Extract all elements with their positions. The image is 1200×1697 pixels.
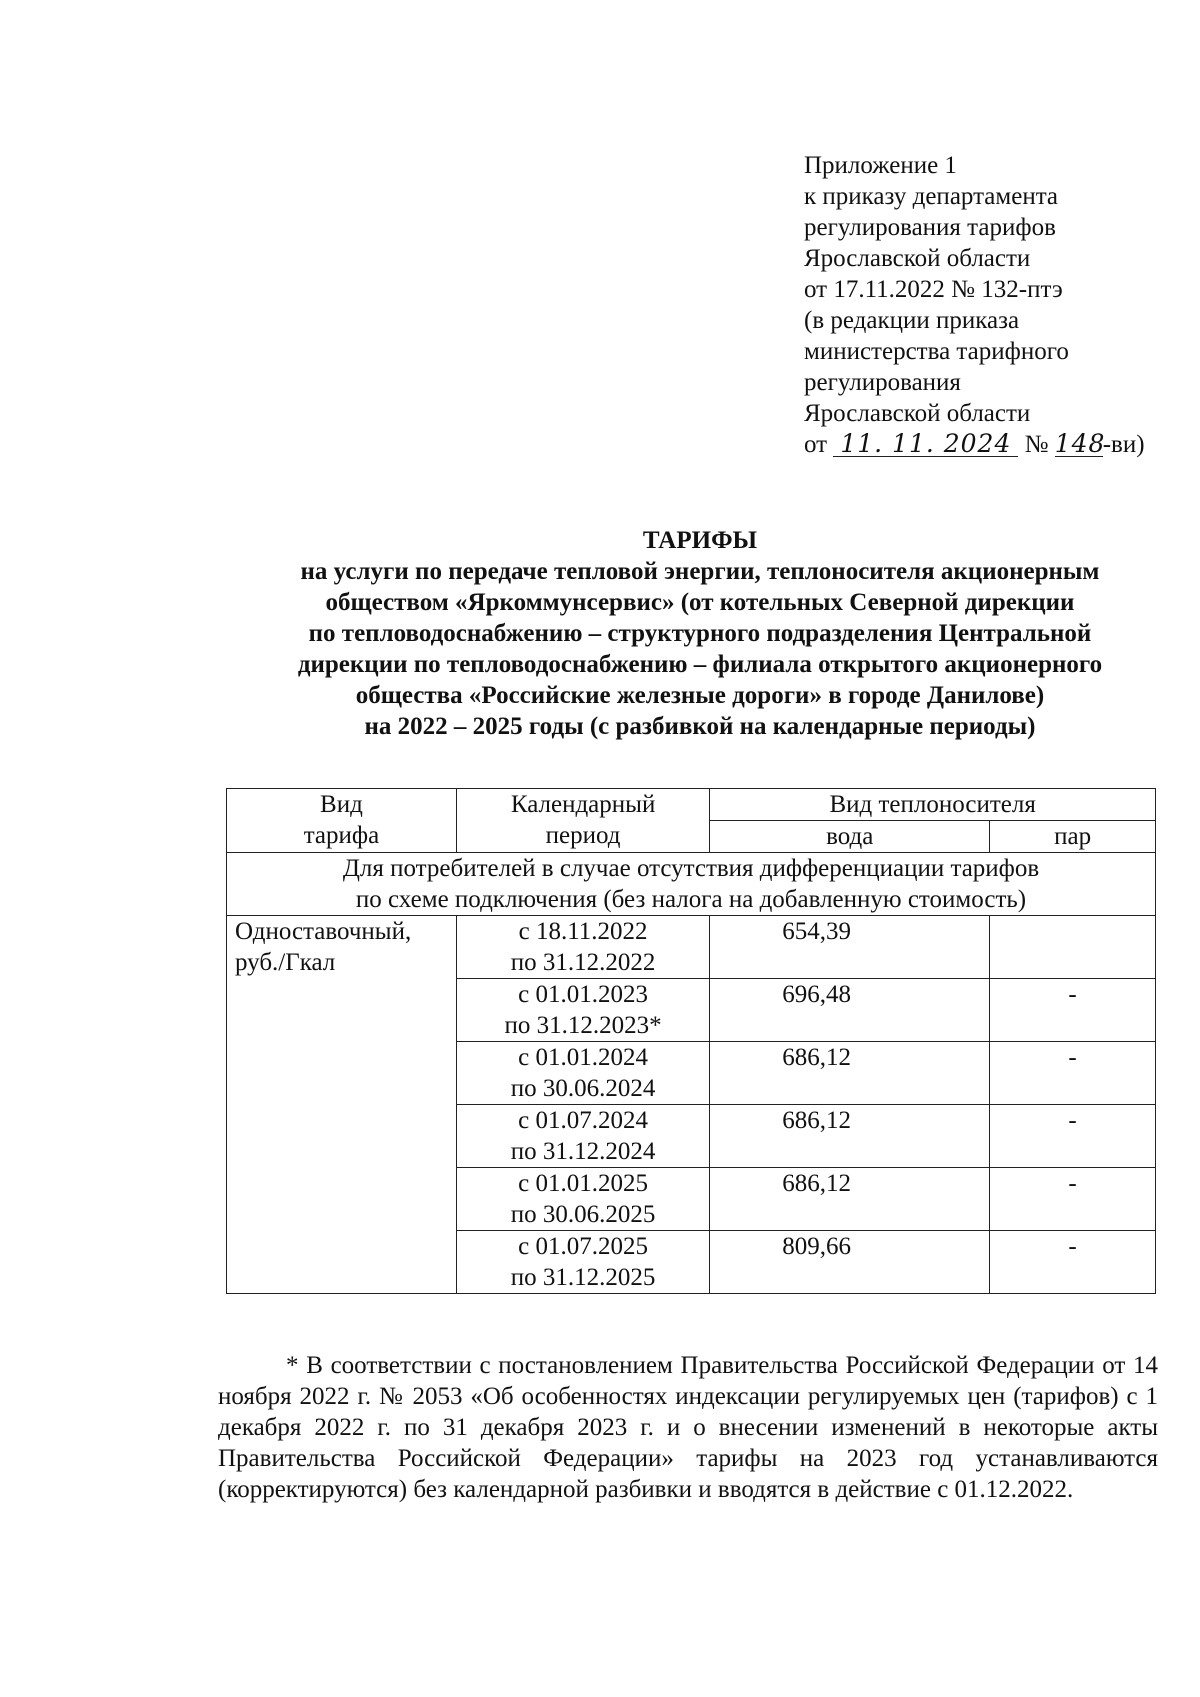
title-line: по тепловодоснабжению – структурного подразделения Центральной	[308, 620, 1092, 647]
title-line: обществом «Яркоммунсервис» (от котельных Северной дирекции	[325, 589, 1075, 616]
header-period-line: Календарный	[510, 791, 656, 818]
steam-value: -	[990, 1105, 1156, 1168]
period-from: с 01.01.2023	[518, 981, 649, 1008]
title-line: дирекции по тепловодоснабжению – филиала открытого акционерного	[297, 651, 1103, 678]
period-to: по 31.12.2025	[510, 1264, 656, 1291]
section-line: Для потребителей в случае отсутствия дифференциации тарифов	[342, 855, 1040, 882]
period-from: с 01.07.2024	[518, 1107, 649, 1134]
steam-value: -	[990, 979, 1156, 1042]
steam-value: -	[990, 1168, 1156, 1231]
water-value: 696,48	[710, 979, 990, 1042]
header-carrier: Вид теплоносителя	[710, 789, 1156, 821]
section-row	[227, 853, 1156, 916]
footnote	[218, 1350, 1158, 1505]
period-from: с 18.11.2022	[518, 918, 648, 945]
annex-line: регулирования	[804, 369, 961, 396]
section-caption	[227, 853, 1156, 916]
title-line: на услуги по передаче тепловой энергии, теплоносителя акционерным	[300, 558, 1100, 585]
tariff-type-line: руб./Гкал	[235, 949, 336, 976]
annex-line: Приложение 1	[804, 152, 957, 179]
number-sign: №	[1024, 431, 1049, 458]
water-value: 809,66	[710, 1231, 990, 1294]
period-to: по 30.06.2024	[510, 1075, 656, 1102]
steam-value	[990, 916, 1156, 979]
water-value: 654,39	[710, 916, 990, 979]
tariff-table	[226, 788, 1156, 1294]
title-heading: ТАРИФЫ	[642, 527, 758, 554]
annex-prefix: от	[804, 431, 828, 458]
annex-line: Ярославской области	[804, 245, 1031, 272]
period-from: с 01.01.2024	[518, 1044, 649, 1071]
period-cell	[456, 979, 709, 1042]
annex-block	[804, 150, 1145, 460]
header-type-line: тарифа	[303, 822, 380, 849]
title-line: на 2022 – 2025 годы (с разбивкой на календарные периоды)	[364, 713, 1036, 740]
period-from: с 01.07.2025	[518, 1233, 649, 1260]
header-water: вода	[710, 821, 990, 853]
annex-line: от 17.11.2022 № 132-птэ	[804, 276, 1063, 303]
title-line: общества «Российские железные дороги» в городе Данилове)	[355, 682, 1045, 709]
header-period-line: период	[545, 822, 621, 849]
water-value: 686,12	[710, 1105, 990, 1168]
table-header-row	[227, 789, 1156, 821]
table-row	[227, 916, 1156, 979]
header-type-line: Вид	[320, 791, 363, 818]
water-value: 686,12	[710, 1168, 990, 1231]
handwritten-date: 11. 11. 2024	[833, 432, 1018, 457]
period-to: по 31.12.2022	[510, 949, 656, 976]
handwritten-number: 148	[1054, 429, 1106, 458]
footnote-text: * В соответствии с постановлением Правительства Российской Федерации от 14 ноября 2022 г. № 2053 «Об особенностях индексации регулируемых цен (тарифов) с 1 декабря 2022 г. по 31 декабря 2023 г. и о внесении изменений в некоторые акты Правительства Российской Федерации» тарифы на 2023 год устанавливаются (корректируются) без календарной разбивки и вводятся в действие с 01.12.2022.	[218, 1352, 1158, 1503]
header-period	[456, 789, 709, 853]
annex-line: регулирования тарифов	[804, 214, 1056, 241]
steam-value: -	[990, 1231, 1156, 1294]
period-cell	[456, 1042, 709, 1105]
header-tariff-type	[227, 789, 457, 853]
period-to: по 31.12.2024	[510, 1138, 656, 1165]
annex-line: Ярославской области	[804, 400, 1031, 427]
period-to: по 30.06.2025	[510, 1201, 656, 1228]
period-cell	[456, 1231, 709, 1294]
annex-line: (в редакции приказа	[804, 307, 1020, 334]
period-from: с 01.01.2025	[518, 1170, 649, 1197]
annex-suffix: -ви)	[1102, 431, 1145, 458]
water-value: 686,12	[710, 1042, 990, 1105]
period-to: по 31.12.2023*	[504, 1012, 662, 1039]
tariff-type-line: Одноставочный,	[235, 918, 412, 945]
period-cell	[456, 1168, 709, 1231]
period-cell	[456, 1105, 709, 1168]
header-steam: пар	[990, 821, 1156, 853]
annex-order-line	[804, 429, 1145, 460]
section-line: по схеме подключения (без налога на добавленную стоимость)	[355, 886, 1027, 913]
annex-line: к приказу департамента	[804, 183, 1059, 210]
steam-value: -	[990, 1042, 1156, 1105]
tariff-type-cell	[227, 916, 457, 1294]
annex-line: министерства тарифного	[804, 338, 1069, 365]
document-title	[200, 525, 1200, 742]
period-cell	[456, 916, 709, 979]
